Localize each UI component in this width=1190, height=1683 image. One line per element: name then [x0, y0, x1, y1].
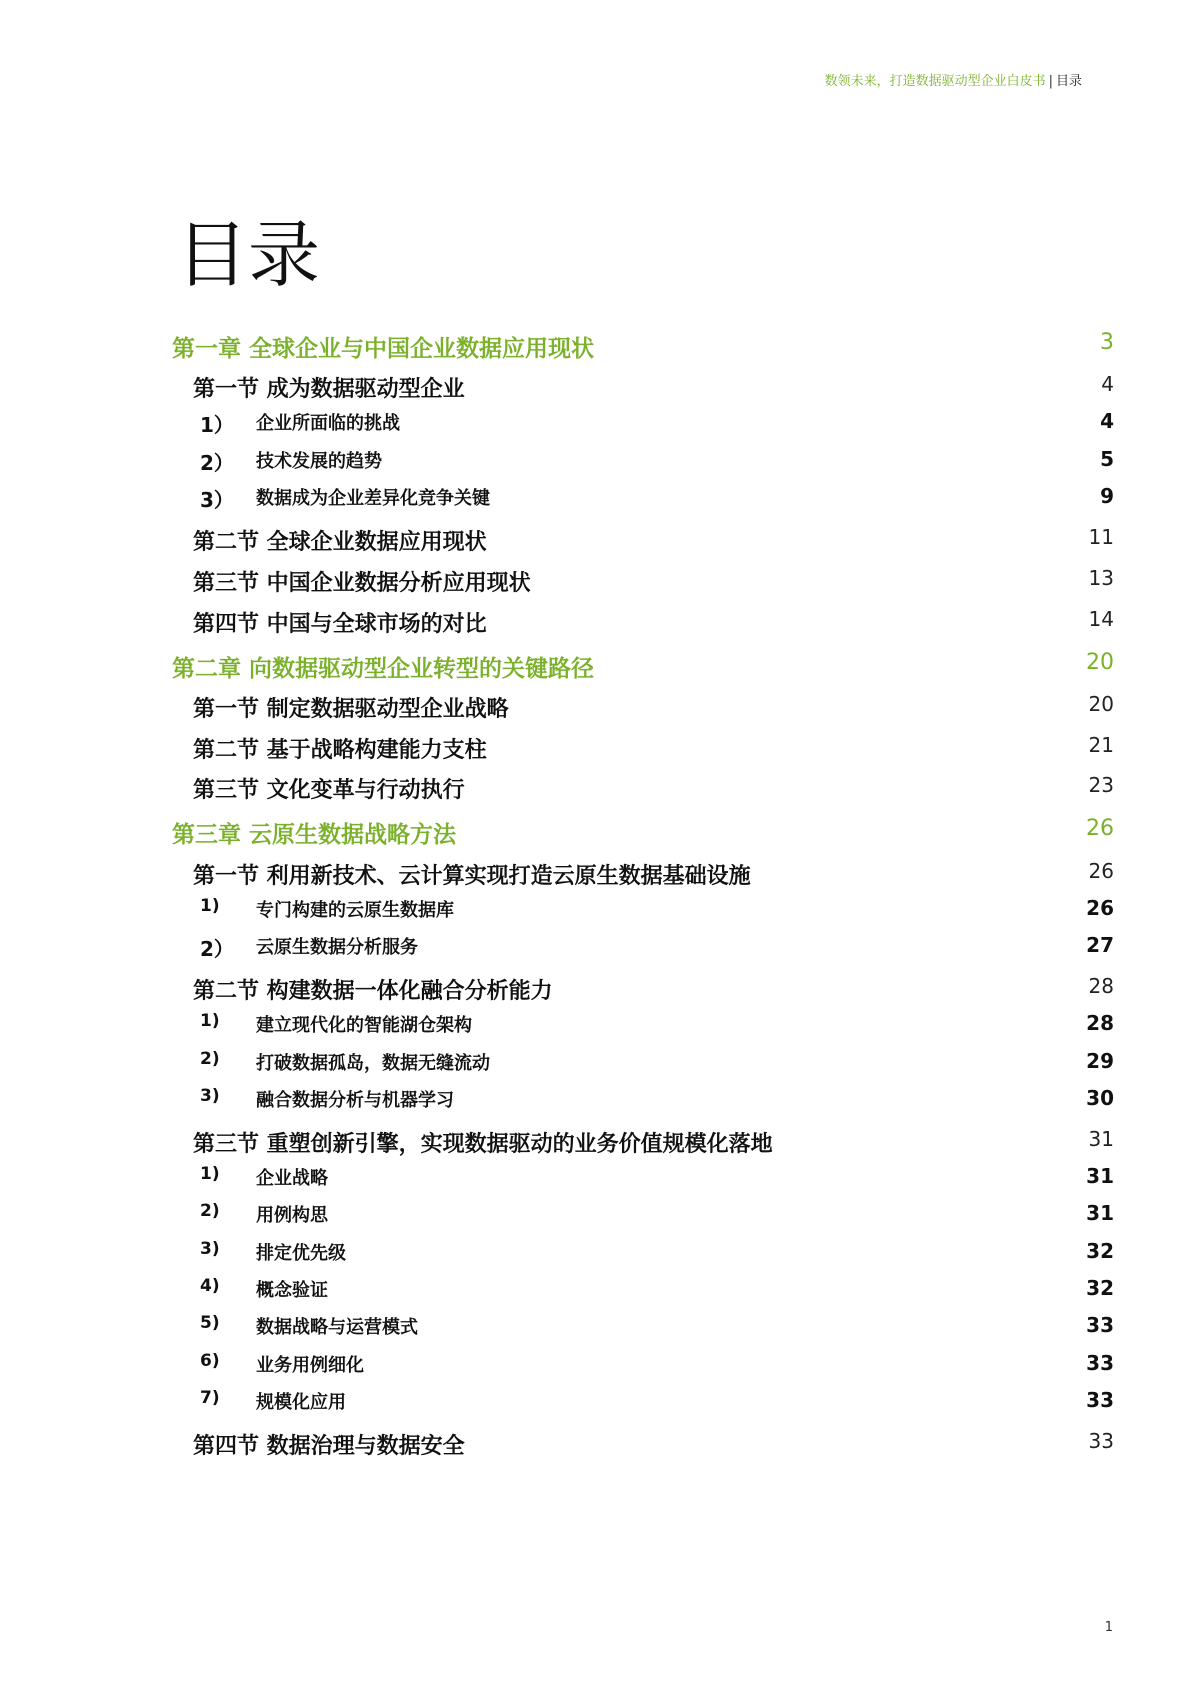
toc-item-number: 7): [200, 1388, 220, 1408]
toc-page-number: 33: [1086, 1388, 1114, 1412]
toc-chapter-title: 第二章 向数据驱动型企业转型的关键路径: [172, 656, 595, 682]
toc-page-number: 28: [1088, 974, 1114, 998]
toc-page-number: 20: [1088, 692, 1114, 716]
toc-page-number: 30: [1086, 1086, 1114, 1110]
toc-item-number: 1): [200, 896, 220, 916]
toc-item-number: 2）: [200, 451, 234, 475]
toc-page-number: 4: [1101, 372, 1114, 396]
toc-section-title: 第一节 利用新技术、云计算实现打造云原生数据基础设施: [193, 864, 751, 889]
toc-page-number: 33: [1086, 1351, 1114, 1375]
toc-sub-title: 企业所面临的挑战: [256, 413, 400, 434]
toc-page-number: 21: [1088, 733, 1114, 757]
toc-item-number: 2）: [200, 937, 234, 961]
page-number: 1: [1104, 1620, 1113, 1635]
toc-item-number: 2): [200, 1049, 220, 1069]
toc-item-number: 2): [200, 1201, 220, 1221]
toc-section-title: 第二节 构建数据一体化融合分析能力: [193, 979, 553, 1004]
toc-page-number: 26: [1086, 816, 1114, 841]
toc-item-number: 4): [200, 1276, 220, 1296]
toc-page-number: 13: [1088, 566, 1114, 590]
toc-page-number: 32: [1086, 1239, 1114, 1263]
toc-page-number: 33: [1088, 1429, 1114, 1453]
toc-page-number: 31: [1086, 1164, 1114, 1188]
toc-page-number: 4: [1100, 409, 1114, 433]
toc-chapter-title: 第三章 云原生数据战略方法: [172, 822, 457, 848]
page-title: 目录: [176, 213, 321, 297]
toc-sub-title: 数据战略与运营模式: [256, 1317, 418, 1338]
toc-page-number: 5: [1100, 447, 1114, 471]
toc-section-title: 第一节 制定数据驱动型企业战略: [193, 697, 509, 722]
toc-section-title: 第二节 全球企业数据应用现状: [193, 530, 487, 555]
toc-sub-title: 云原生数据分析服务: [256, 937, 418, 958]
toc-item-number: 1): [200, 1011, 220, 1031]
toc-section-title: 第四节 中国与全球市场的对比: [193, 612, 487, 637]
toc-section-title: 第一节 成为数据驱动型企业: [193, 377, 465, 402]
header-doc-title: 数领未来，打造数据驱动型企业白皮书: [824, 74, 1046, 89]
toc-page-number: 31: [1086, 1201, 1114, 1225]
toc-item-number: 5): [200, 1313, 220, 1333]
toc-page-number: 32: [1086, 1276, 1114, 1300]
toc-page-number: 20: [1086, 650, 1114, 675]
header-separator: |: [1048, 74, 1053, 89]
toc-item-number: 6): [200, 1351, 220, 1371]
toc-sub-title: 建立现代化的智能湖仓架构: [256, 1015, 472, 1036]
toc-sub-title: 企业战略: [256, 1168, 328, 1189]
header-section: 目录: [1055, 74, 1082, 89]
toc-page-number: 33: [1086, 1313, 1114, 1337]
toc-section-title: 第三节 文化变革与行动执行: [193, 778, 465, 803]
toc-section-title: 第四节 数据治理与数据安全: [193, 1434, 465, 1459]
toc-sub-title: 排定优先级: [256, 1243, 346, 1264]
toc-page-number: 3: [1100, 330, 1114, 355]
toc-item-number: 1): [200, 1164, 220, 1184]
toc-page-number: 29: [1086, 1049, 1114, 1073]
toc-sub-title: 用例构思: [256, 1205, 328, 1226]
toc-section-title: 第三节 中国企业数据分析应用现状: [193, 571, 531, 596]
toc-page-number: 27: [1086, 933, 1114, 957]
toc-chapter-title: 第一章 全球企业与中国企业数据应用现状: [172, 336, 595, 362]
toc-sub-title: 融合数据分析与机器学习: [256, 1090, 454, 1111]
toc-sub-title: 打破数据孤岛，数据无缝流动: [256, 1053, 490, 1074]
toc-page-number: 26: [1086, 896, 1114, 920]
toc-page-number: 9: [1100, 484, 1114, 508]
running-header: [825, 70, 1082, 89]
toc-page-number: 31: [1088, 1127, 1114, 1151]
toc-sub-title: 概念验证: [256, 1280, 328, 1301]
toc-sub-title: 专门构建的云原生数据库: [256, 900, 454, 921]
toc-page-number: 26: [1088, 859, 1114, 883]
toc-item-number: 3): [200, 1086, 220, 1106]
toc-page-number: 14: [1088, 607, 1114, 631]
toc-page-number: 23: [1088, 773, 1114, 797]
toc-section-title: 第三节 重塑创新引擎，实现数据驱动的业务价值规模化落地: [193, 1132, 773, 1157]
toc-item-number: 3）: [200, 488, 234, 512]
toc-sub-title: 规模化应用: [256, 1392, 346, 1413]
toc-sub-title: 业务用例细化: [256, 1355, 364, 1376]
toc-sub-title: 数据成为企业差异化竞争关键: [256, 488, 490, 509]
toc-page-number: 28: [1086, 1011, 1114, 1035]
toc-section-title: 第二节 基于战略构建能力支柱: [193, 738, 487, 763]
toc-item-number: 3): [200, 1239, 220, 1259]
toc-page-number: 11: [1088, 525, 1114, 549]
toc-item-number: 1）: [200, 413, 234, 437]
toc-sub-title: 技术发展的趋势: [256, 451, 382, 472]
